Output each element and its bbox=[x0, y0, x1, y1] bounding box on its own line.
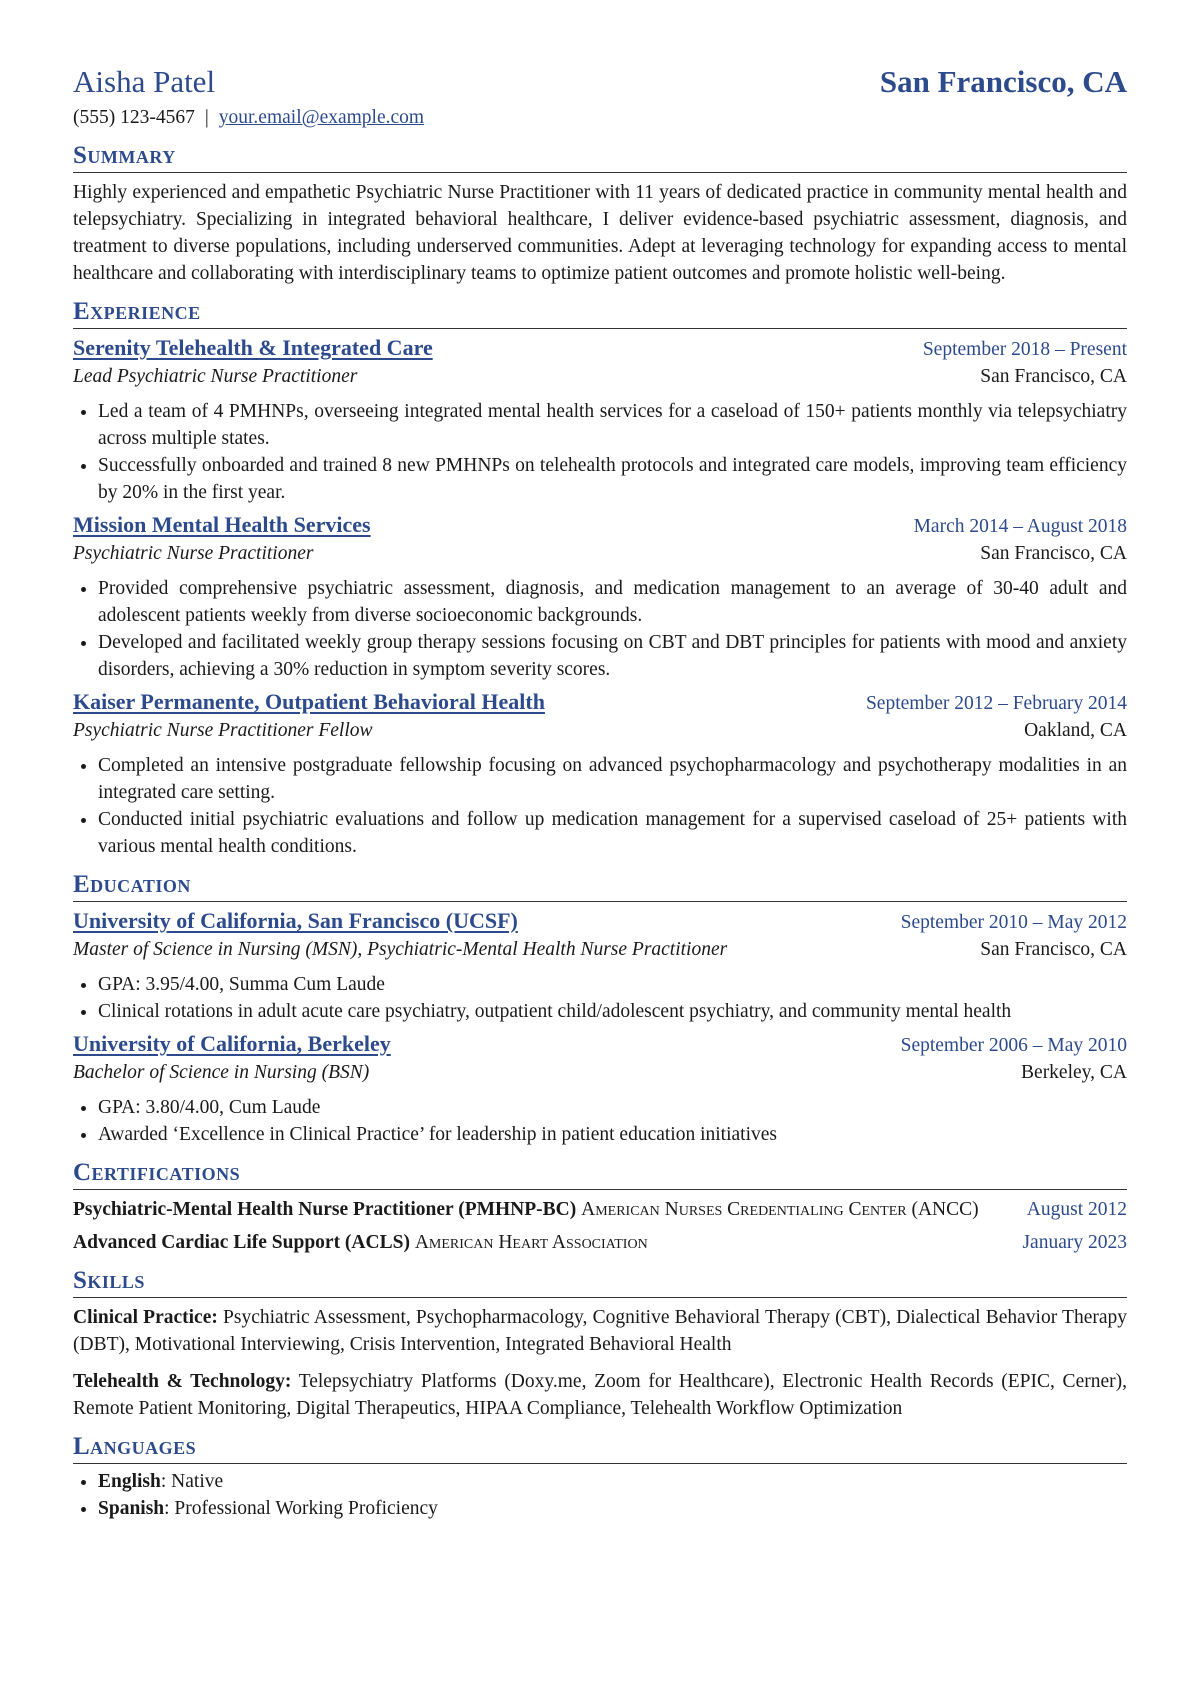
skill-items: Telepsychiatry Platforms (Doxy.me, Zoom for Healthcare), Electronic Health Records (EPIC, Cerner), Remote Patient Monitoring, Digital Therapeutics, HIPAA Compliance, Telehealth Workflow Optimization bbox=[73, 1371, 1127, 1419]
organization-link[interactable]: Mission Mental Health Services bbox=[73, 512, 371, 537]
language-list bbox=[73, 1468, 1127, 1522]
entry-bullets bbox=[73, 971, 1127, 1025]
skills-list bbox=[73, 1304, 1127, 1422]
organization-link[interactable]: Kaiser Permanente, Outpatient Behavioral Health bbox=[73, 689, 545, 714]
entry-role: Master of Science in Nursing (MSN), Psychiatric-Mental Health Nurse Practitioner bbox=[73, 939, 728, 960]
entry-header-row bbox=[73, 510, 1127, 540]
entry-header-row bbox=[73, 333, 1127, 363]
education-entry bbox=[73, 906, 1127, 1025]
entry-bullets bbox=[73, 752, 1127, 860]
entry-location: San Francisco, CA bbox=[980, 366, 1127, 387]
organization-link[interactable]: Serenity Telehealth & Integrated Care bbox=[73, 335, 433, 360]
section-title-summary: Summary bbox=[73, 141, 1127, 173]
certification-date: January 2023 bbox=[1022, 1232, 1127, 1253]
entry-bullets bbox=[73, 1094, 1127, 1148]
entry-role: Psychiatric Nurse Practitioner Fellow bbox=[73, 720, 373, 741]
entry-role: Bachelor of Science in Nursing (BSN) bbox=[73, 1062, 370, 1083]
education-entry bbox=[73, 1029, 1127, 1148]
language-item bbox=[98, 1468, 1127, 1495]
entry-role: Lead Psychiatric Nurse Practitioner bbox=[73, 366, 358, 387]
entry-header-row bbox=[73, 687, 1127, 717]
skill-category: Telehealth & Technology: bbox=[73, 1371, 292, 1392]
entry-dates: March 2014 – August 2018 bbox=[913, 516, 1127, 537]
entry-role-row bbox=[73, 936, 1127, 963]
entry-role-row bbox=[73, 1059, 1127, 1086]
bullet-item: • Successfully onboarded and trained 8 new PMHNPs on telehealth protocols and integrated care models, improving team efficiency by 20% in the first year. bbox=[98, 452, 1127, 506]
section-title-certifications: Certifications bbox=[73, 1158, 1127, 1190]
entry-dates: September 2006 – May 2010 bbox=[900, 1035, 1127, 1056]
candidate-location: San Francisco, CA bbox=[879, 64, 1127, 99]
skill-items: Psychiatric Assessment, Psychopharmacology, Cognitive Behavioral Therapy (CBT), Dialectical Behavior Therapy (DBT), Motivational Interviewing, Crisis Intervention, Integrated Behavioral Health bbox=[73, 1307, 1128, 1355]
bullet-item: • Led a team of 4 PMHNPs, overseeing integrated mental health services for a caseload of 150+ patients monthly via telepsychiatry across multiple states. bbox=[98, 398, 1127, 452]
resume-header bbox=[73, 62, 1127, 102]
certification-row bbox=[73, 1196, 1127, 1223]
entry-location: San Francisco, CA bbox=[980, 543, 1127, 564]
experience-entry bbox=[73, 510, 1127, 683]
language-level: : Professional Working Proficiency bbox=[164, 1498, 438, 1519]
candidate-name: Aisha Patel bbox=[73, 64, 216, 99]
skill-group bbox=[73, 1304, 1127, 1358]
bullet-item: • Conducted initial psychiatric evaluations and follow up medication management for a supervised caseload of 25+ patients with various mental health conditions. bbox=[98, 806, 1127, 860]
certification-text bbox=[73, 1229, 1003, 1256]
language-level: : Native bbox=[160, 1471, 224, 1492]
bullet-item: • Awarded ‘Excellence in Clinical Practice’ for leadership in patient education initiatives bbox=[98, 1121, 1127, 1148]
entry-header-row bbox=[73, 906, 1127, 936]
phone-number: (555) 123-4567 bbox=[73, 107, 195, 128]
bullet-item: • Provided comprehensive psychiatric assessment, diagnosis, and medication management to an average of 30-40 adult and adolescent patients weekly from diverse socioeconomic backgrounds. bbox=[98, 575, 1127, 629]
language-name: English bbox=[98, 1471, 161, 1492]
entry-bullets bbox=[73, 398, 1127, 506]
section-title-education: Education bbox=[73, 870, 1127, 902]
certification-name: Psychiatric-Mental Health Nurse Practitioner (PMHNP-BC) bbox=[73, 1199, 577, 1220]
organization-link[interactable]: University of California, Berkeley bbox=[73, 1031, 391, 1056]
section-title-skills: Skills bbox=[73, 1266, 1127, 1298]
bullet-item: • GPA: 3.95/4.00, Summa Cum Laude bbox=[98, 971, 1127, 998]
entry-dates: September 2018 – Present bbox=[922, 339, 1127, 360]
bullet-item: • GPA: 3.80/4.00, Cum Laude bbox=[98, 1094, 1127, 1121]
language-name: Spanish bbox=[98, 1498, 165, 1519]
resume-page bbox=[73, 62, 1127, 1522]
certification-issuer: American Heart Association bbox=[414, 1232, 648, 1253]
experience-list bbox=[73, 333, 1127, 860]
entry-role-row bbox=[73, 717, 1127, 744]
contact-separator: | bbox=[204, 107, 209, 128]
certification-date: August 2012 bbox=[1026, 1199, 1127, 1220]
entry-location: Oakland, CA bbox=[1024, 720, 1127, 741]
certification-row bbox=[73, 1229, 1127, 1256]
skill-group bbox=[73, 1368, 1127, 1422]
organization-link[interactable]: University of California, San Francisco (UCSF) bbox=[73, 908, 518, 933]
entry-bullets bbox=[73, 575, 1127, 683]
entry-role-row bbox=[73, 540, 1127, 567]
bullet-item: • Developed and facilitated weekly group therapy sessions focusing on CBT and DBT principles for patients with mood and anxiety disorders, achieving a 30% reduction in symptom severity scores. bbox=[98, 629, 1127, 683]
entry-location: San Francisco, CA bbox=[980, 939, 1127, 960]
skill-category: Clinical Practice: bbox=[73, 1307, 218, 1328]
education-list bbox=[73, 906, 1127, 1148]
entry-location: Berkeley, CA bbox=[1021, 1062, 1127, 1083]
bullet-item: • Completed an intensive postgraduate fellowship focusing on advanced psychopharmacology and psychotherapy modalities in an integrated care setting. bbox=[98, 752, 1127, 806]
summary-text: Highly experienced and empathetic Psychiatric Nurse Practitioner with 11 years of dedicated practice in community mental health and telepsychiatry. Specializing in integrated behavioral healthcare, I deliver evidence-based psychiatric assessment, diagnosis, and treatment to diverse populations, including underserved communities. Adept at leveraging technology for expanding access to mental healthcare and collaborating with interdisciplinary teams to optimize patient outcomes and promote holistic well-being. bbox=[73, 182, 1127, 284]
entry-dates: September 2010 – May 2012 bbox=[900, 912, 1127, 933]
section-title-languages: Languages bbox=[73, 1432, 1127, 1464]
entry-dates: September 2012 – February 2014 bbox=[865, 693, 1127, 714]
experience-entry bbox=[73, 687, 1127, 860]
certification-name: Advanced Cardiac Life Support (ACLS) bbox=[73, 1232, 410, 1253]
contact-line bbox=[73, 104, 1127, 131]
experience-entry bbox=[73, 333, 1127, 506]
section-title-experience: Experience bbox=[73, 297, 1127, 329]
entry-role: Psychiatric Nurse Practitioner bbox=[73, 543, 314, 564]
entry-header-row bbox=[73, 1029, 1127, 1059]
language-item bbox=[98, 1495, 1127, 1522]
email-link[interactable]: your.email@example.com bbox=[218, 107, 425, 128]
certification-text bbox=[73, 1196, 1003, 1223]
entry-role-row bbox=[73, 363, 1127, 390]
bullet-item: • Clinical rotations in adult acute care psychiatry, outpatient child/adolescent psychiatry, and community mental health bbox=[98, 998, 1127, 1025]
certification-issuer: American Nurses Credentialing Center (ANCC) bbox=[581, 1199, 979, 1220]
certification-list bbox=[73, 1196, 1127, 1256]
